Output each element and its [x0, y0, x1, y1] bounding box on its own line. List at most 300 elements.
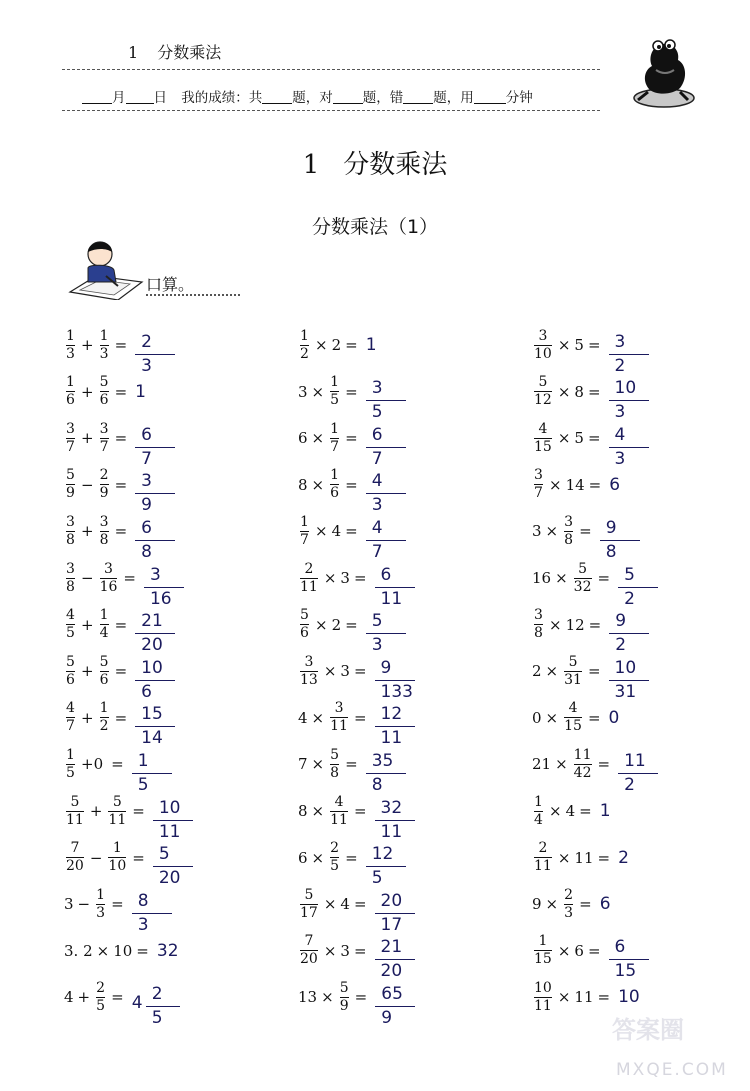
answer-fraction-bar — [144, 587, 184, 588]
answer-numerator: 3 — [614, 331, 626, 352]
fraction-operand — [100, 701, 109, 734]
numerator: 1 — [330, 420, 340, 437]
numerator: 1 — [96, 886, 106, 903]
denominator: 8 — [99, 531, 109, 548]
operand: 4 — [331, 522, 342, 541]
answer-fraction — [132, 750, 174, 795]
numerator: 3 — [99, 420, 109, 437]
handwritten-answer — [366, 517, 408, 562]
handwritten-answer: 2 — [618, 847, 629, 868]
fraction-operand — [66, 515, 75, 548]
operand: 5 — [574, 336, 584, 354]
equals-sign: = — [579, 522, 592, 541]
denominator: 4 — [534, 811, 543, 828]
answer-denominator: 2 — [624, 588, 635, 609]
fraction-operand — [534, 981, 552, 1014]
denominator: 20 — [300, 951, 318, 968]
writing-student-icon — [66, 240, 146, 300]
equals-sign: = — [588, 475, 602, 494]
equals-sign: = — [587, 708, 601, 727]
minutes-label: 分钟 — [505, 90, 533, 106]
fraction-operand — [100, 375, 109, 408]
operator: × — [311, 802, 325, 820]
operator: + — [81, 708, 94, 727]
equals-sign: = — [345, 429, 358, 448]
operator: × — [315, 336, 328, 354]
operator: × — [557, 988, 571, 1007]
answer-denominator: 5 — [371, 868, 383, 889]
equals-sign: = — [353, 662, 367, 681]
equals-sign: = — [353, 895, 367, 914]
numerator: 3 — [104, 560, 113, 577]
fraction-operand — [330, 701, 348, 734]
answer-numerator: 4 — [371, 471, 383, 492]
denominator: 12 — [534, 392, 552, 409]
problem-row — [532, 325, 651, 376]
fraction-operand — [100, 468, 109, 501]
answer-fraction-bar — [366, 400, 406, 401]
problem-row — [532, 884, 611, 924]
answer-numerator: 3 — [149, 564, 161, 585]
equals-sign: = — [345, 382, 358, 401]
denominator: 3 — [96, 904, 106, 921]
fraction-operand — [564, 655, 582, 688]
minutes-blank[interactable] — [474, 90, 506, 104]
denominator: 6 — [66, 392, 75, 409]
fraction-operand — [534, 841, 552, 874]
equals-sign: = — [114, 429, 128, 448]
answer-numerator: 5 — [158, 844, 170, 865]
answer-denominator: 133 — [380, 681, 413, 702]
denominator: 7 — [99, 438, 109, 455]
handwritten-answer — [375, 797, 417, 842]
problem-row — [298, 931, 417, 982]
fraction-operand — [564, 888, 573, 921]
operand: 7 — [298, 755, 308, 774]
answer-denominator: 11 — [380, 821, 403, 842]
fraction-operand — [100, 562, 118, 595]
equals-sign: = — [345, 755, 358, 774]
handwritten-answer: 1 — [599, 801, 611, 821]
operator: × — [311, 475, 325, 494]
problem-row — [64, 651, 177, 702]
operand: 3 — [340, 569, 350, 587]
answer-fraction — [618, 564, 660, 609]
handwritten-answer — [618, 750, 660, 795]
fraction-operand — [108, 841, 126, 874]
operand: 6 — [298, 848, 308, 867]
answer-fraction — [135, 471, 177, 516]
answer-denominator: 11 — [380, 728, 403, 749]
denominator: 17 — [300, 904, 318, 921]
denominator: 7 — [534, 485, 543, 502]
denominator: 5 — [330, 858, 340, 875]
problem-row — [64, 884, 174, 935]
answer-fraction-bar — [132, 913, 172, 914]
numerator: 5 — [339, 979, 349, 996]
operator: × — [311, 429, 325, 448]
answer-numerator: 4 — [614, 424, 626, 445]
numerator: 7 — [70, 840, 80, 857]
denominator: 8 — [66, 531, 75, 548]
denominator: 9 — [66, 485, 75, 502]
month-blank[interactable] — [82, 90, 112, 104]
fraction-operand — [66, 468, 75, 501]
answer-fraction — [609, 611, 651, 656]
equals-sign: = — [114, 662, 128, 681]
score-label: 我的成绩：共 — [181, 90, 263, 106]
handwritten-answer — [609, 937, 651, 982]
operand: 6 — [574, 941, 584, 960]
answer-fraction — [366, 517, 408, 562]
answer-fraction — [609, 424, 651, 469]
answer-denominator: 3 — [371, 635, 383, 656]
denominator: 3 — [99, 345, 109, 362]
denominator: 5 — [66, 625, 75, 642]
answer-denominator: 15 — [614, 961, 637, 982]
numerator: 5 — [538, 374, 548, 391]
answer-fraction — [144, 564, 186, 609]
fraction-operand — [330, 468, 339, 501]
answer-numerator: 6 — [614, 937, 626, 958]
handwritten-answer — [609, 424, 651, 469]
operator: × — [321, 988, 334, 1007]
problem-row — [532, 372, 651, 423]
equals-sign: = — [114, 708, 128, 727]
fraction-operand — [534, 795, 543, 828]
equals-sign: = — [597, 755, 611, 774]
numerator: 4 — [66, 607, 75, 624]
answer-fraction — [153, 844, 195, 889]
answer-numerator: 10 — [141, 657, 163, 678]
fraction-operand — [66, 562, 75, 595]
answer-denominator: 5 — [371, 402, 383, 423]
denominator: 16 — [99, 578, 118, 595]
problem-row — [64, 511, 177, 562]
fraction-operand — [300, 888, 318, 921]
answer-fraction-bar — [146, 1006, 180, 1007]
denominator: 11 — [66, 811, 84, 828]
chapter-number: 1 — [302, 150, 320, 180]
problem-row — [532, 744, 660, 795]
chapter-title — [0, 144, 750, 181]
instruction-dotted-line — [146, 294, 240, 296]
operator: × — [311, 848, 325, 867]
problem-row — [64, 418, 177, 469]
header-divider-top — [62, 69, 600, 70]
denominator: 13 — [300, 671, 318, 688]
fraction-operand — [564, 701, 582, 734]
fraction-operand — [96, 981, 105, 1014]
denominator: 8 — [330, 764, 340, 781]
answer-fraction — [375, 564, 417, 609]
numerator: 7 — [304, 933, 314, 950]
handwritten-answer — [375, 704, 417, 749]
operand: 3. 2 — [64, 941, 93, 960]
frog-on-lilypad-icon — [628, 30, 698, 110]
operator: × — [545, 708, 559, 727]
answer-denominator: 3 — [141, 355, 152, 376]
day-blank[interactable] — [126, 90, 154, 104]
month-label: 月 — [112, 90, 126, 106]
answer-denominator: 6 — [141, 681, 152, 702]
answer-denominator: 3 — [614, 402, 626, 423]
operator: + — [81, 662, 94, 681]
operator: + — [81, 382, 94, 401]
problem-row — [298, 511, 408, 562]
operator: +0 — [81, 755, 104, 774]
numerator: 1 — [99, 607, 109, 624]
answer-numerator: 1 — [137, 750, 149, 771]
problem-row — [298, 372, 408, 423]
handwritten-answer — [366, 471, 408, 516]
handwritten-answer — [135, 517, 177, 562]
operand: 3 — [340, 941, 350, 960]
denominator: 7 — [300, 531, 309, 548]
fraction-operand — [340, 981, 349, 1014]
fraction-operand — [100, 422, 109, 455]
answer-denominator: 9 — [141, 495, 152, 516]
handwritten-answer — [135, 424, 177, 469]
operand: 4 — [298, 708, 308, 727]
operand: 11 — [574, 988, 594, 1007]
numerator: 5 — [66, 653, 75, 670]
operand: 3 — [64, 895, 74, 914]
answer-numerator: 15 — [141, 704, 163, 725]
problem-row — [532, 931, 651, 982]
denominator: 8 — [66, 578, 75, 595]
problem-row — [532, 465, 620, 505]
equals-sign: = — [345, 615, 358, 634]
answer-fraction — [135, 331, 177, 376]
numerator: 1 — [66, 374, 75, 391]
answer-fraction — [609, 331, 651, 376]
answer-fraction — [375, 797, 417, 842]
answer-numerator: 8 — [137, 890, 149, 911]
answer-numerator: 32 — [380, 797, 403, 818]
numerator: 4 — [568, 700, 578, 717]
answer-numerator: 9 — [380, 657, 392, 678]
denominator: 5 — [66, 764, 75, 781]
problem-row — [298, 418, 408, 469]
answer-denominator: 31 — [614, 681, 637, 702]
answer-denominator: 8 — [605, 541, 617, 562]
operator: × — [323, 941, 337, 960]
equals-sign: = — [587, 941, 601, 960]
numerator: 1 — [112, 840, 122, 857]
operator: × — [549, 475, 562, 494]
operator: × — [545, 895, 559, 914]
operator: × — [315, 615, 328, 634]
fraction-operand — [534, 608, 543, 641]
numerator: 3 — [534, 467, 543, 484]
numerator: 1 — [330, 467, 340, 484]
handwritten-answer — [132, 890, 174, 935]
operand: 2 — [331, 615, 342, 634]
answer-denominator: 14 — [141, 728, 163, 749]
numerator: 2 — [538, 840, 548, 857]
fraction-operand — [100, 329, 109, 362]
operand: 3 — [532, 522, 542, 541]
operator: × — [315, 522, 328, 541]
operator: × — [549, 615, 562, 634]
answer-fraction — [375, 890, 417, 935]
handwritten-answer — [144, 564, 186, 609]
numerator: 1 — [66, 746, 75, 763]
equals-sign: = — [353, 941, 367, 960]
operand: 2 — [331, 336, 342, 354]
answer-fraction-bar — [618, 587, 658, 588]
problem-row — [298, 558, 417, 609]
answer-numerator: 6 — [371, 424, 383, 445]
answer-fraction-bar — [132, 773, 172, 774]
handwritten-answer — [132, 750, 174, 795]
problem-row — [298, 791, 417, 842]
operator: × — [557, 848, 571, 867]
fraction-operand — [96, 888, 105, 921]
answer-fraction-bar — [366, 540, 406, 541]
handwritten-answer — [375, 657, 417, 702]
fraction-operand — [300, 934, 318, 967]
numerator: 1 — [99, 327, 109, 344]
denominator: 10 — [534, 345, 552, 362]
equals-sign: = — [111, 988, 124, 1007]
operand: 0 — [532, 708, 542, 727]
numerator: 5 — [300, 607, 309, 624]
problem-row — [298, 838, 408, 889]
total-blank[interactable] — [262, 90, 292, 104]
answer-denominator: 2 — [615, 635, 627, 656]
problem-row — [64, 791, 195, 842]
operator: × — [323, 569, 337, 587]
denominator: 2 — [300, 345, 309, 362]
wrong-blank[interactable] — [403, 90, 433, 104]
operator: × — [311, 708, 325, 727]
equals-sign: = — [111, 755, 124, 774]
denominator: 5 — [96, 997, 106, 1014]
problem-row — [532, 651, 651, 702]
operator: × — [323, 895, 337, 914]
answer-fraction — [132, 890, 174, 935]
answer-fraction — [135, 657, 177, 702]
answer-fraction-bar — [135, 447, 175, 448]
operator: − — [77, 895, 91, 914]
answer-denominator: 2 — [614, 355, 626, 376]
running-head-title: 分数乘法 — [157, 43, 222, 62]
problem-row — [64, 931, 179, 971]
problem-row — [298, 651, 417, 702]
denominator: 8 — [564, 531, 574, 548]
handwritten-answer — [618, 564, 660, 609]
numerator: 5 — [304, 886, 314, 903]
answer-numerator: 2 — [151, 983, 163, 1004]
handwritten-answer — [609, 378, 651, 423]
fraction-operand — [66, 608, 75, 641]
operator: × — [555, 755, 568, 774]
operand: 3 — [298, 382, 308, 401]
answer-fraction — [375, 937, 417, 982]
denominator: 15 — [564, 718, 582, 735]
fraction-operand — [330, 795, 348, 828]
operator: − — [89, 848, 103, 867]
handwritten-answer — [135, 704, 177, 749]
answer-fraction-bar — [135, 633, 175, 634]
problem-row — [64, 558, 186, 609]
problem-row — [532, 605, 651, 656]
correct-blank[interactable] — [333, 90, 363, 104]
operand: 8 — [574, 382, 584, 401]
problem-row — [64, 605, 177, 656]
denominator: 6 — [99, 392, 109, 409]
running-head — [128, 40, 221, 63]
answer-fraction-bar — [609, 680, 649, 681]
answer-denominator: 5 — [137, 774, 149, 795]
denominator: 9 — [99, 485, 109, 502]
operand: 4 — [340, 895, 350, 914]
denominator: 10 — [108, 858, 127, 875]
answer-denominator: 3 — [614, 448, 626, 469]
problem-row — [298, 325, 377, 365]
answer-denominator: 20 — [141, 635, 163, 656]
answer-numerator: 6 — [141, 517, 152, 538]
answer-fraction-bar — [153, 820, 193, 821]
answer-denominator: 11 — [380, 588, 403, 609]
problem-row — [532, 558, 660, 609]
answer-fraction-bar — [366, 773, 406, 774]
operand: 4 — [565, 802, 576, 820]
handwritten-answer: 6 — [609, 474, 621, 495]
equals-sign: = — [114, 522, 128, 541]
answer-fraction-bar — [609, 400, 649, 401]
operand: 6 — [298, 429, 308, 448]
numerator: 1 — [300, 327, 309, 344]
numerator: 4 — [334, 793, 344, 810]
fraction-operand — [66, 375, 75, 408]
answer-denominator: 8 — [371, 774, 383, 795]
answer-fraction-bar — [366, 493, 406, 494]
numerator: 3 — [564, 513, 574, 530]
denominator: 4 — [99, 625, 109, 642]
equals-sign: = — [354, 988, 368, 1007]
answer-numerator: 20 — [380, 890, 403, 911]
equals-sign: = — [345, 336, 358, 354]
numerator: 3 — [538, 327, 548, 344]
equals-sign: = — [353, 569, 367, 587]
fraction-operand — [330, 748, 339, 781]
problem-row — [298, 698, 417, 749]
answer-denominator: 3 — [137, 914, 149, 935]
operator: + — [89, 802, 103, 820]
problem-row — [64, 465, 177, 516]
denominator: 11 — [534, 997, 552, 1014]
denominator: 6 — [300, 625, 309, 642]
answer-numerator: 12 — [371, 844, 394, 865]
answer-fraction — [375, 704, 417, 749]
denominator: 6 — [66, 671, 75, 688]
fraction-operand — [300, 655, 318, 688]
answer-fraction — [609, 937, 651, 982]
operand: 2 — [532, 662, 542, 681]
answer-fraction-bar — [600, 540, 640, 541]
denominator: 7 — [330, 438, 340, 455]
answer-fraction-bar — [375, 959, 415, 960]
denominator: 11 — [534, 858, 552, 875]
handwritten-answer — [135, 331, 177, 376]
operator: × — [96, 941, 110, 960]
problem-row — [64, 698, 177, 749]
answer-fraction — [366, 424, 408, 469]
denominator: 15 — [534, 438, 552, 455]
